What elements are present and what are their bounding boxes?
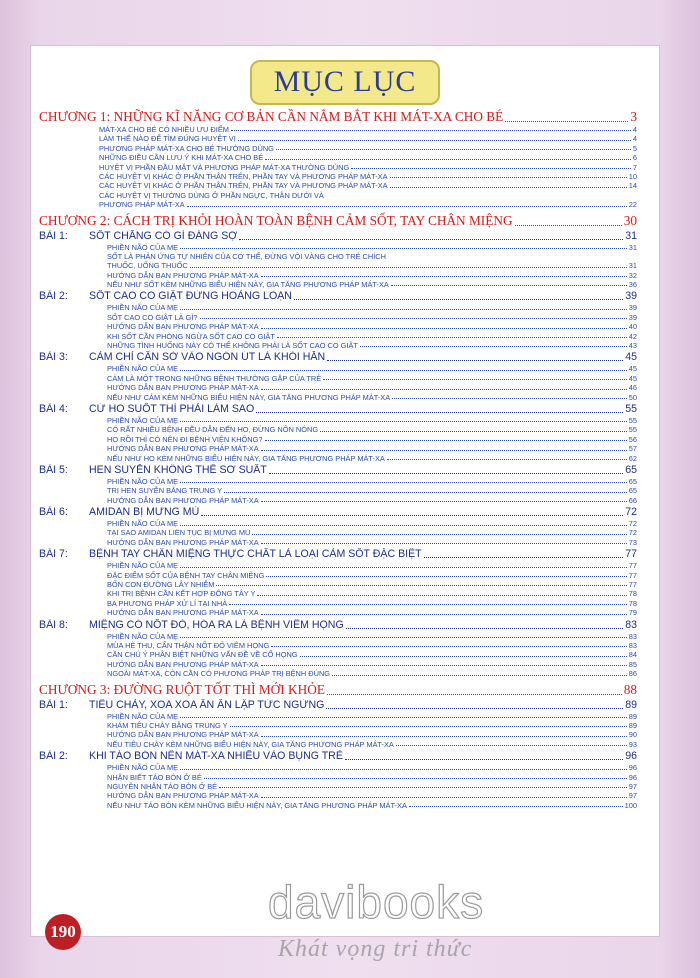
dot-leader xyxy=(261,328,627,329)
lesson-entry-page: 72 xyxy=(625,506,637,519)
topic-entry[interactable] xyxy=(39,454,637,463)
topic-entry-text: HƯỚNG DẪN BẠN PHƯƠNG PHÁP MÁT-XA xyxy=(107,383,259,393)
topic-entry[interactable] xyxy=(39,144,637,153)
topic-entry-text: SỐT LÀ PHẢN ỨNG TỰ NHIÊN CỦA CƠ THỂ, ĐỪNG VỘI VÀNG CHO TRẺ CHÍCH xyxy=(107,251,386,261)
table-of-contents xyxy=(39,106,637,810)
topic-entry[interactable] xyxy=(39,313,637,322)
lesson-entry-page: 89 xyxy=(625,698,637,711)
topic-entry[interactable] xyxy=(39,571,637,580)
topic-entry-text: PHIỀN NÃO CỦA MẸ xyxy=(107,476,179,486)
topic-entry-page: 72 xyxy=(628,528,637,538)
topic-entry-text: PHIỀN NÃO CỦA MẸ xyxy=(107,242,179,252)
topic-entry-page: 78 xyxy=(628,598,637,608)
dot-leader xyxy=(300,656,627,657)
topic-entry-text: HƯỚNG DẪN BẠN PHƯƠNG PHÁP MÁT-XA xyxy=(107,608,259,618)
topic-entry-text: HO RỒI THÌ CÓ NÊN ĐI BỆNH VIỆN KHÔNG? xyxy=(107,434,263,444)
topic-entry[interactable] xyxy=(39,650,637,659)
topic-entry-text: PHIỀN NÃO CỦA MẸ xyxy=(107,561,179,571)
dot-leader xyxy=(200,318,627,319)
topic-entry-page: 43 xyxy=(628,341,637,351)
lesson-entry-number: BÀI 2: xyxy=(39,750,68,763)
topic-entry-text: HƯỚNG DẪN BẠN PHƯƠNG PHÁP MÁT-XA xyxy=(107,444,259,454)
topic-entry[interactable] xyxy=(39,200,637,209)
dot-leader xyxy=(190,267,627,268)
dot-leader xyxy=(252,534,626,535)
topic-entry-page: 89 xyxy=(628,711,637,721)
topic-entry-page: 42 xyxy=(628,331,637,341)
topic-entry-text: NGUYÊN NHÂN TÁO BÓN Ở BÉ xyxy=(107,781,218,791)
topic-entry[interactable] xyxy=(39,134,637,143)
topic-entry-page: 73 xyxy=(628,537,637,547)
topic-entry-page: 36 xyxy=(628,280,637,290)
topic-entry[interactable] xyxy=(39,801,637,810)
topic-entry-text: PHIỀN NÃO CỦA MẸ xyxy=(107,631,179,641)
topic-entry-page: 85 xyxy=(628,659,637,669)
topic-entry[interactable] xyxy=(39,589,637,598)
lesson-entry[interactable] xyxy=(39,619,637,632)
topic-entry[interactable] xyxy=(39,632,637,641)
lesson-entry[interactable] xyxy=(39,464,637,477)
topic-entry[interactable] xyxy=(39,538,637,547)
dot-leader xyxy=(261,614,627,615)
dot-leader xyxy=(201,515,623,516)
topic-entry-page: 31 xyxy=(628,261,637,271)
dot-leader xyxy=(261,450,627,451)
dot-leader xyxy=(180,309,627,310)
topic-entry[interactable] xyxy=(39,641,637,650)
topic-entry-page: 84 xyxy=(628,650,637,660)
lesson-entry-page: 65 xyxy=(625,463,637,476)
topic-entry[interactable] xyxy=(39,599,637,608)
topic-entry[interactable] xyxy=(39,791,637,800)
topic-entry[interactable] xyxy=(39,660,637,669)
dot-leader xyxy=(387,459,627,460)
topic-entry-page: 56 xyxy=(628,434,637,444)
topic-entry-page: 65 xyxy=(628,476,637,486)
topic-entry[interactable] xyxy=(39,364,637,373)
topic-entry-page: 77 xyxy=(628,561,637,571)
topic-entry[interactable] xyxy=(39,252,637,261)
lesson-entry[interactable] xyxy=(39,750,637,763)
topic-entry-text: NẾU TIÊU CHẢY KÈM NHỮNG BIỂU HIỆN NÀY, GIA TĂNG PHƯƠNG PHÁP MÁT-XA xyxy=(107,739,394,749)
topic-entry-text: PHIỀN NÃO CỦA MẸ xyxy=(107,364,179,374)
topic-entry[interactable] xyxy=(39,740,637,749)
topic-entry-text: MÙA HÈ THU, CẨN THẬN NỐT ĐỎ VIÊM HỌNG xyxy=(107,641,270,650)
topic-entry[interactable] xyxy=(39,322,637,331)
topic-entry-text: PHIỀN NÃO CỦA MẸ xyxy=(107,519,179,529)
topic-entry-page: 57 xyxy=(628,444,637,454)
topic-entry[interactable] xyxy=(39,383,637,392)
topic-entry[interactable] xyxy=(39,435,637,444)
lesson-entry-page: 77 xyxy=(625,548,637,561)
topic-entry[interactable] xyxy=(39,486,637,495)
chapter-entry[interactable] xyxy=(39,108,637,125)
dot-leader xyxy=(180,567,627,568)
topic-entry-page: 6 xyxy=(632,153,637,163)
topic-entry-text: KHI TRỊ BỆNH CẦN KẾT HỢP ĐÔNG TÂY Y xyxy=(107,589,256,599)
topic-entry[interactable] xyxy=(39,261,637,270)
topic-entry-page: 46 xyxy=(628,383,637,393)
topic-entry-text: NHỮNG TÌNH HUỐNG NÀY CÓ THỂ KHÔNG PHẢI LÀ SỐT CAO CO GIẬT xyxy=(107,341,358,351)
topic-entry[interactable] xyxy=(39,332,637,341)
topic-entry-page: 55 xyxy=(628,425,637,435)
lesson-entry-page: 96 xyxy=(625,750,637,763)
topic-entry-text: CÁC HUYỆT VỊ KHÁC Ở PHẦN THÂN TRÊN, PHẦN TAY VÀ PHƯƠNG PHÁP MÁT-XA xyxy=(99,171,388,181)
dot-leader xyxy=(180,769,627,770)
dot-leader xyxy=(265,440,627,441)
topic-entry-page: 86 xyxy=(628,669,637,679)
topic-entry-page: 77 xyxy=(628,570,637,580)
topic-entry-text: LÀM THẾ NÀO ĐỂ TÌM ĐÚNG HUYỆT VỊ xyxy=(99,134,236,144)
topic-entry-text: NẾU NHƯ TÁO BÓN KÈM NHỮNG BIỂU HIỆN NÀY, GIA TĂNG PHƯƠNG PHÁP MÁT-XA xyxy=(107,800,407,810)
dot-leader xyxy=(180,370,627,371)
title-banner xyxy=(31,60,659,105)
topic-entry[interactable] xyxy=(39,341,637,350)
topic-entry-page: 97 xyxy=(628,791,637,801)
topic-entry-page: 32 xyxy=(628,270,637,280)
topic-entry-page: 40 xyxy=(628,322,637,332)
topic-entry-text: THUỐC, UỐNG THUỐC xyxy=(107,261,188,271)
lesson-entry-number: BÀI 5: xyxy=(39,463,68,476)
page-number-badge: 190 xyxy=(45,914,81,950)
topic-entry[interactable] xyxy=(39,163,637,172)
topic-entry-page: 14 xyxy=(628,181,637,191)
topic-entry[interactable] xyxy=(39,271,637,280)
lesson-entry[interactable] xyxy=(39,506,637,519)
dot-leader xyxy=(261,736,627,737)
topic-entry-text: KHI SỐT CẦN PHÒNG NGỪA SỐT CAO CO GIẬT xyxy=(107,331,275,341)
topic-entry-text: NẾU NHƯ HO KÈM NHỮNG BIỂU HIỆN NÀY, GIA TĂNG PHƯƠNG PHÁP MÁT-XA xyxy=(107,453,385,463)
topic-entry-page: 50 xyxy=(628,392,637,402)
lesson-entry-page: 31 xyxy=(625,229,637,242)
lesson-entry-number: BÀI 1: xyxy=(39,229,68,242)
topic-entry-page: 39 xyxy=(628,303,637,313)
topic-entry-page: 89 xyxy=(628,720,637,730)
lesson-entry-page: 39 xyxy=(625,290,637,303)
lesson-entry[interactable] xyxy=(39,230,637,243)
topic-entry-text: HƯỚNG DẪN BẠN PHƯƠNG PHÁP MÁT-XA xyxy=(107,537,259,547)
lesson-entry-text: MIỆNG CÓ NỐT ĐỎ, HÓA RA LÀ BỆNH VIÊM HỌNG xyxy=(89,618,344,631)
topic-entry[interactable] xyxy=(39,125,637,134)
topic-entry[interactable] xyxy=(39,782,637,791)
chapter-entry-text: CHƯƠNG 1: NHỮNG KĨ NĂNG CƠ BẢN CẦN NẮM BẮT KHI MÁT-XA CHO BÉ xyxy=(39,109,504,124)
dot-leader xyxy=(180,421,627,422)
dot-leader xyxy=(360,346,627,347)
dot-leader xyxy=(323,379,627,380)
topic-entry-page: 22 xyxy=(628,200,637,210)
topic-entry-page: 78 xyxy=(628,589,637,599)
dot-leader xyxy=(396,745,627,746)
topic-entry-text: PHIỀN NÃO CỦA MẸ xyxy=(107,711,179,721)
topic-entry-page: 83 xyxy=(628,641,637,650)
lesson-entry-text: SỐT CAO CO GIẬT ĐỪNG HOẢNG LOẠN xyxy=(89,290,292,303)
topic-entry-page: 7 xyxy=(632,162,637,172)
dot-leader xyxy=(265,159,631,160)
dot-leader xyxy=(392,398,627,399)
topic-entry-text: PHƯƠNG PHÁP MÁT-XA CHO BÉ THƯỜNG DÙNG xyxy=(99,143,274,153)
topic-entry[interactable] xyxy=(39,374,637,383)
topic-entry-page: 4 xyxy=(632,134,637,144)
lesson-entry-text: BỆNH TAY CHÂN MIỆNG THỰC CHẤT LÀ LOẠI CẢM SỐT ĐẶC BIỆT xyxy=(89,548,422,561)
topic-entry-text: KHÁM TIÊU CHẢY BẰNG TRUNG Y xyxy=(107,720,228,730)
dot-leader xyxy=(216,585,626,586)
topic-entry[interactable] xyxy=(39,580,637,589)
topic-entry-page: 90 xyxy=(628,730,637,740)
topic-entry-page: 96 xyxy=(628,763,637,773)
lesson-entry-number: BÀI 4: xyxy=(39,402,68,415)
topic-entry-text: PHIỀN NÃO CỦA MẸ xyxy=(107,303,179,313)
topic-entry-page: 96 xyxy=(628,772,637,782)
topic-entry-text: NẾU NHƯ CẢM KÈM NHỮNG BIỂU HIỆN NÀY, GIA TĂNG PHƯƠNG PHÁP MÁT-XA xyxy=(107,392,391,402)
topic-entry-text: HUYỆT VỊ PHẦN ĐẦU MẶT VÀ PHƯƠNG PHÁP MÁT-XA THƯỜNG DÙNG xyxy=(99,162,350,172)
dot-leader xyxy=(271,646,627,647)
dot-leader xyxy=(261,276,627,277)
lesson-entry[interactable] xyxy=(39,403,637,416)
topic-entry-text: ĐẶC ĐIỂM SỐT CỦA BỆNH TAY CHÂN MIỆNG xyxy=(107,570,265,580)
dot-leader xyxy=(180,248,627,249)
topic-entry-page: 55 xyxy=(628,415,637,425)
topic-entry[interactable] xyxy=(39,172,637,181)
topic-entry-text: HƯỚNG DẪN BẠN PHƯƠNG PHÁP MÁT-XA xyxy=(107,730,259,740)
topic-entry-text: PHIỀN NÃO CỦA MẸ xyxy=(107,763,179,773)
dot-leader xyxy=(180,637,627,638)
dot-leader xyxy=(266,576,626,577)
topic-entry[interactable] xyxy=(39,773,637,782)
topic-entry-text: CÁC HUYỆT VỊ KHÁC Ở PHẦN THÂN TRÊN, PHẦN TAY VÀ PHƯƠNG PHÁP MÁT-XA xyxy=(99,181,388,191)
topic-entry[interactable] xyxy=(39,280,637,289)
topic-entry[interactable] xyxy=(39,496,637,505)
dot-leader xyxy=(180,482,627,483)
topic-entry[interactable] xyxy=(39,303,637,312)
topic-entry-page: 100 xyxy=(624,800,637,810)
dot-leader xyxy=(238,140,631,141)
topic-entry[interactable] xyxy=(39,730,637,739)
topic-entry-page: 83 xyxy=(628,631,637,641)
topic-entry-page: 79 xyxy=(628,608,637,618)
topic-entry[interactable] xyxy=(39,416,637,425)
topic-entry-page: 45 xyxy=(628,364,637,374)
lesson-entry[interactable] xyxy=(39,351,637,364)
topic-entry-text: HƯỚNG DẪN BẠN PHƯƠNG PHÁP MÁT-XA xyxy=(107,791,259,801)
watermark-slogan: Khát vọng tri thức xyxy=(278,936,473,962)
topic-entry[interactable] xyxy=(39,561,637,570)
dot-leader xyxy=(256,412,623,413)
watermark-logo: davibooks xyxy=(268,876,485,928)
lesson-entry-number: BÀI 6: xyxy=(39,506,68,519)
topic-entry-page: 72 xyxy=(628,519,637,529)
topic-entry-page: 62 xyxy=(628,453,637,463)
topic-entry-text: NGOÀI MÁT-XA, CÒN CẦN CÓ PHƯƠNG PHÁP TRỊ BỆNH ĐÚNG xyxy=(107,669,331,679)
dot-leader xyxy=(332,675,627,676)
dot-leader xyxy=(257,595,626,596)
dot-leader xyxy=(224,492,627,493)
dot-leader xyxy=(277,337,627,338)
dot-leader xyxy=(269,473,623,474)
dot-leader xyxy=(327,694,622,695)
dot-leader xyxy=(187,206,627,207)
topic-entry[interactable] xyxy=(39,153,637,162)
topic-entry-page: 97 xyxy=(628,781,637,791)
topic-entry-page: 4 xyxy=(632,125,637,134)
dot-leader xyxy=(276,149,631,150)
lesson-entry[interactable] xyxy=(39,699,637,712)
dot-leader xyxy=(515,225,622,226)
lesson-entry-text: CẢM CHỈ CẦN SỜ VÀO NGÓN ÚT LÀ KHỎI HẲN xyxy=(89,351,326,364)
topic-entry[interactable] xyxy=(39,243,637,252)
dot-leader xyxy=(424,557,624,558)
topic-entry[interactable] xyxy=(39,608,637,617)
topic-entry-text: CẢM LÀ MỘT TRONG NHỮNG BỆNH THƯỜNG GẶP CỦA TRẺ xyxy=(107,373,322,383)
lesson-entry-number: BÀI 8: xyxy=(39,618,68,631)
dot-leader xyxy=(261,797,627,798)
topic-entry-page: 5 xyxy=(632,143,637,153)
topic-entry-text: TẠI SAO AMIDAN LIÊN TỤC BỊ MƯNG MỦ xyxy=(107,528,251,538)
dot-leader xyxy=(346,628,624,629)
topic-entry[interactable] xyxy=(39,444,637,453)
chapter-entry[interactable] xyxy=(39,681,637,698)
dot-leader xyxy=(390,187,627,188)
dot-leader xyxy=(505,121,628,122)
lesson-entry[interactable] xyxy=(39,548,637,561)
chapter-entry[interactable] xyxy=(39,212,637,229)
lesson-entry-text: SỐT CHẲNG CÓ GÌ ĐÁNG SỢ xyxy=(89,229,238,242)
topic-entry-text: HƯỚNG DẪN BẠN PHƯƠNG PHÁP MÁT-XA xyxy=(107,270,259,280)
dot-leader xyxy=(294,299,623,300)
topic-entry[interactable] xyxy=(39,529,637,538)
dot-leader xyxy=(180,525,627,526)
topic-entry[interactable] xyxy=(39,191,637,200)
topic-entry[interactable] xyxy=(39,721,637,730)
dot-leader xyxy=(351,168,631,169)
topic-entry-text: PHIỀN NÃO CỦA MẸ xyxy=(107,415,179,425)
dot-leader xyxy=(326,708,623,709)
topic-entry-text: PHƯƠNG PHÁP MÁT-XA xyxy=(99,200,185,210)
topic-entry[interactable] xyxy=(39,712,637,721)
lesson-entry-page: 83 xyxy=(625,618,637,631)
topic-entry[interactable] xyxy=(39,669,637,678)
topic-entry-text: HƯỚNG DẪN BẠN PHƯƠNG PHÁP MÁT-XA xyxy=(107,495,259,505)
topic-entry[interactable] xyxy=(39,181,637,190)
chapter-entry-page: 3 xyxy=(630,109,637,124)
topic-entry-page: 10 xyxy=(628,171,637,181)
dot-leader xyxy=(231,130,631,131)
chapter-entry-page: 88 xyxy=(623,681,637,697)
lesson-entry-page: 45 xyxy=(625,351,637,364)
page-title: MỤC LỤC xyxy=(250,60,441,105)
topic-entry-text: NHẬN BIẾT TÁO BÓN Ở BÉ xyxy=(107,772,202,782)
topic-entry-text: NẾU NHƯ SỐT KÈM NHỮNG BIỂU HIỆN NÀY, GIA TĂNG PHƯƠNG PHÁP MÁT-XA xyxy=(107,280,389,290)
lesson-entry-number: BÀI 2: xyxy=(39,290,68,303)
dot-leader xyxy=(391,285,627,286)
topic-entry-text: CẦN CHÚ Ý PHÂN BIỆT NHỮNG VẤN ĐỀ VỀ CỔ HỌNG xyxy=(107,650,298,660)
topic-entry-text: CÓ RẤT NHIỀU BỆNH ĐỀU DẪN ĐẾN HO, ĐỪNG NÔN NÓNG xyxy=(107,425,319,435)
topic-entry-page: 65 xyxy=(628,486,637,496)
topic-entry-text: SỐT CAO CO GIẬT LÀ GÌ? xyxy=(107,312,198,322)
topic-entry-text: BỐN CON ĐƯỜNG LÂY NHIỄM xyxy=(107,580,215,590)
dot-leader xyxy=(204,778,627,779)
dot-leader xyxy=(230,726,627,727)
topic-entry-page: 39 xyxy=(628,312,637,322)
topic-entry[interactable] xyxy=(39,393,637,402)
lesson-entry-text: HEN SUYỄN KHÔNG THỂ SƠ SUẤT xyxy=(89,463,267,476)
topic-entry-page: 45 xyxy=(628,373,637,383)
dot-leader xyxy=(180,717,627,718)
lesson-entry-text: KHI TÁO BÓN NÊN MÁT-XA NHIỀU VÀO BỤNG TRẺ xyxy=(89,750,343,763)
dot-leader xyxy=(327,360,623,361)
chapter-entry-page: 30 xyxy=(623,212,637,228)
topic-entry-page: 31 xyxy=(628,242,637,252)
dot-leader xyxy=(261,389,627,390)
topic-entry-text: HƯỚNG DẪN BẠN PHƯƠNG PHÁP MÁT-XA xyxy=(107,322,259,332)
topic-entry[interactable] xyxy=(39,477,637,486)
dot-leader xyxy=(320,431,627,432)
topic-entry-text: BA PHƯƠNG PHÁP XỬ LÍ TẠI NHÀ xyxy=(107,598,228,608)
lesson-entry-text: AMIDAN BỊ MƯNG MỦ xyxy=(89,506,200,519)
topic-entry[interactable] xyxy=(39,763,637,772)
chapter-entry-text: CHƯƠNG 3: ĐƯỜNG RUỘT TỐT THÌ MỚI KHỎE xyxy=(39,681,325,697)
dot-leader xyxy=(409,806,623,807)
lesson-entry-number: BÀI 3: xyxy=(39,351,68,364)
lesson-entry-number: BÀI 1: xyxy=(39,698,68,711)
lesson-entry-number: BÀI 7: xyxy=(39,548,68,561)
dot-leader xyxy=(261,501,627,502)
lesson-entry-text: CỨ HO SUỐT THÌ PHẢI LÀM SAO xyxy=(89,402,255,415)
dot-leader xyxy=(229,604,627,605)
topic-entry-page: 66 xyxy=(628,495,637,505)
topic-entry[interactable] xyxy=(39,519,637,528)
topic-entry-text: MÁT-XA CHO BÉ CÓ NHIỀU ƯU ĐIỂM xyxy=(99,125,229,134)
toc-page xyxy=(30,45,660,937)
topic-entry-page: 93 xyxy=(628,739,637,749)
topic-entry-text: HƯỚNG DẪN BẠN PHƯƠNG PHÁP MÁT-XA xyxy=(107,659,259,669)
dot-leader xyxy=(239,239,623,240)
lesson-entry-text: TIÊU CHẢY, XOA XOA ẤN ẤN LẬP TỨC NGỪNG xyxy=(89,698,325,711)
lesson-entry[interactable] xyxy=(39,290,637,303)
dot-leader xyxy=(390,177,627,178)
dot-leader xyxy=(261,665,627,666)
topic-entry[interactable] xyxy=(39,425,637,434)
dot-leader xyxy=(345,759,623,760)
topic-entry-text: CÁC HUYỆT VỊ THƯỜNG DÙNG Ở PHẦN NGỰC, THÂN DƯỚI VÀ xyxy=(99,190,324,200)
dot-leader xyxy=(219,787,627,788)
dot-leader xyxy=(261,543,627,544)
chapter-entry-text: CHƯƠNG 2: CÁCH TRỊ KHỎI HOÀN TOÀN BỆNH CẢM SỐT, TAY CHÂN MIỆNG xyxy=(39,212,513,228)
topic-entry-text: NHỮNG ĐIỀU CẦN LƯU Ý KHI MÁT-XA CHO BÉ xyxy=(99,153,264,163)
lesson-entry-page: 55 xyxy=(625,402,637,415)
topic-entry-page: 77 xyxy=(628,580,637,590)
topic-entry-text: TRỊ HEN SUYỄN BẰNG TRUNG Y xyxy=(107,486,223,496)
